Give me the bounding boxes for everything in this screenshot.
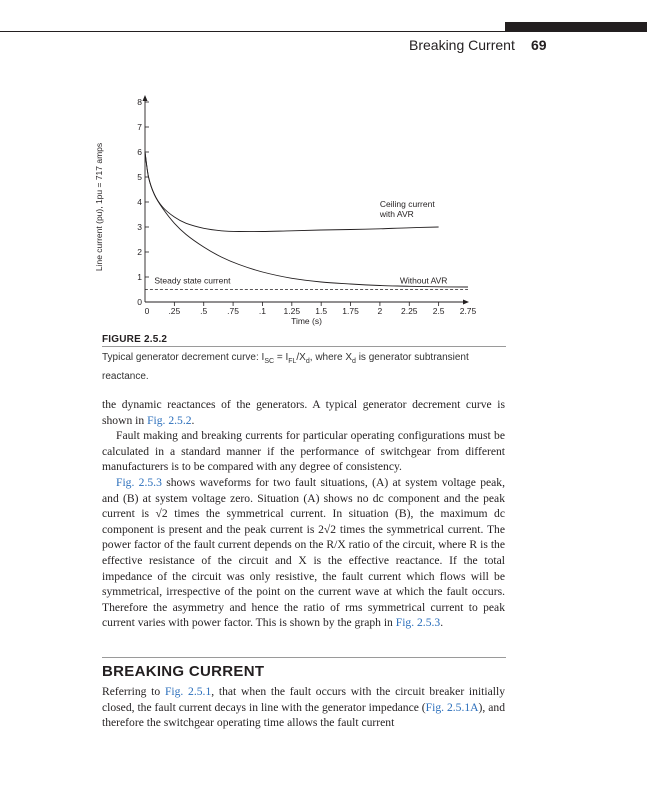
y-axis-title: Line current (pu), 1pu = 717 amps [94, 142, 104, 272]
fig-link[interactable]: Fig. 2.5.3 [395, 616, 441, 630]
section-text [102, 684, 505, 731]
y-tick-label: 0 [137, 297, 142, 307]
y-tick-label: 7 [137, 122, 142, 132]
x-tick-label: .75 [227, 306, 240, 316]
section-heading: BREAKING CURRENT [102, 663, 265, 680]
section-paragraph: Referring to Fig. 2.5.1, that when the fault occurs with the circuit breaker initially closed, the fault current decays in line with the generator impedance (Fig. 2.5.1A), and therefore the switchgear operating time allows the fault current [102, 685, 505, 730]
running-title: Breaking Current [409, 37, 515, 53]
x-tick-label: .1 [258, 306, 267, 316]
section-rule [102, 657, 506, 658]
ceiling-current-label-line2: with AVR [379, 209, 414, 219]
running-header [395, 37, 555, 55]
paragraph-2: Fault making and breaking currents for particular operating configurations must be calculated in a standard manner if the performance of switchgear from different manufacturers is to be compared with any degree of consistency. [102, 429, 505, 474]
y-tick-label: 1 [137, 272, 142, 282]
x-tick-label: 2.75 [459, 306, 477, 316]
x-tick-label: 1.25 [283, 306, 301, 316]
paragraph-1: the dynamic reactances of the generators. A typical generator decrement curve is shown in Fig. 2.5.2. [102, 398, 505, 427]
y-tick-label: 4 [137, 197, 142, 207]
without-avr-curve [145, 152, 468, 287]
fig-link[interactable]: Fig. 2.5.1 [164, 685, 212, 698]
chart-series [145, 152, 468, 290]
x-axis-title: Time (s) [291, 316, 322, 326]
ceiling-current-curve [145, 152, 439, 232]
x-tick-label: 0 [144, 306, 150, 316]
y-tick-label: 2 [137, 247, 142, 257]
y-tick-label: 3 [137, 222, 142, 232]
x-tick-label: 1.5 [315, 306, 328, 316]
x-tick-label: 2.5 [432, 306, 445, 316]
ceiling-current-label: Ceiling current [379, 199, 435, 209]
x-tick-label: 1.75 [342, 306, 359, 316]
figure-rule [102, 346, 506, 347]
y-tick-label: 6 [137, 147, 142, 157]
x-tick-label: .5 [200, 306, 208, 316]
fig-link[interactable]: Fig. 2.5.3 [116, 475, 162, 489]
y-axis-arrow [143, 95, 148, 101]
x-tick-label: 2.25 [400, 306, 418, 316]
figure-label: FIGURE 2.5.2 [102, 334, 168, 345]
paragraph-3: Fig. 2.5.3 shows waveforms for two fault situations, (A) at system voltage peak, and (B) at system voltage zero. Situation (A) shows no dc component and the peak current is √2 times the symmetrical current. In situation (B), the maximum dc component is present and the peak current is 2√2 times the symmetrical current. The power factor of the fault current depends on the R/X ratio of the circuit, where R is the effective resistance of the circuit and X is the effective reactance. If the total impedance of the circuit was only resistive, the fault current which flows will be symmetrical, irrespective of the point on the current wave at which the fault occurs. Therefore the asymmetry and hence the ratio of rms symmetrical current to peak current varies with power factor. This is shown by the graph in Fig. 2.5.3. [102, 475, 506, 630]
figure-caption: Typical generator decrement curve: $I_{SC} = I_{FL}/X_d$, where $X_d$ is generator subtransient reactance. [102, 352, 469, 382]
y-tick-label: 8 [137, 97, 142, 107]
chart-svg [92, 92, 502, 332]
decrement-curve-chart [92, 92, 502, 332]
body-text [102, 397, 505, 631]
fig-link[interactable]: Fig. 2.5.1A [425, 700, 479, 714]
page-number: 69 [531, 37, 547, 53]
fig-link[interactable]: Fig. 2.5.2 [147, 413, 192, 427]
steady-state-label: Steady state current [154, 275, 231, 286]
without-avr-label: Without AVR [399, 275, 448, 286]
x-tick-label: 2 [377, 306, 383, 316]
x-tick-label: .25 [168, 306, 181, 316]
header-rule [0, 31, 647, 32]
y-tick-label: 5 [137, 172, 142, 182]
x-axis-arrow [463, 300, 469, 305]
